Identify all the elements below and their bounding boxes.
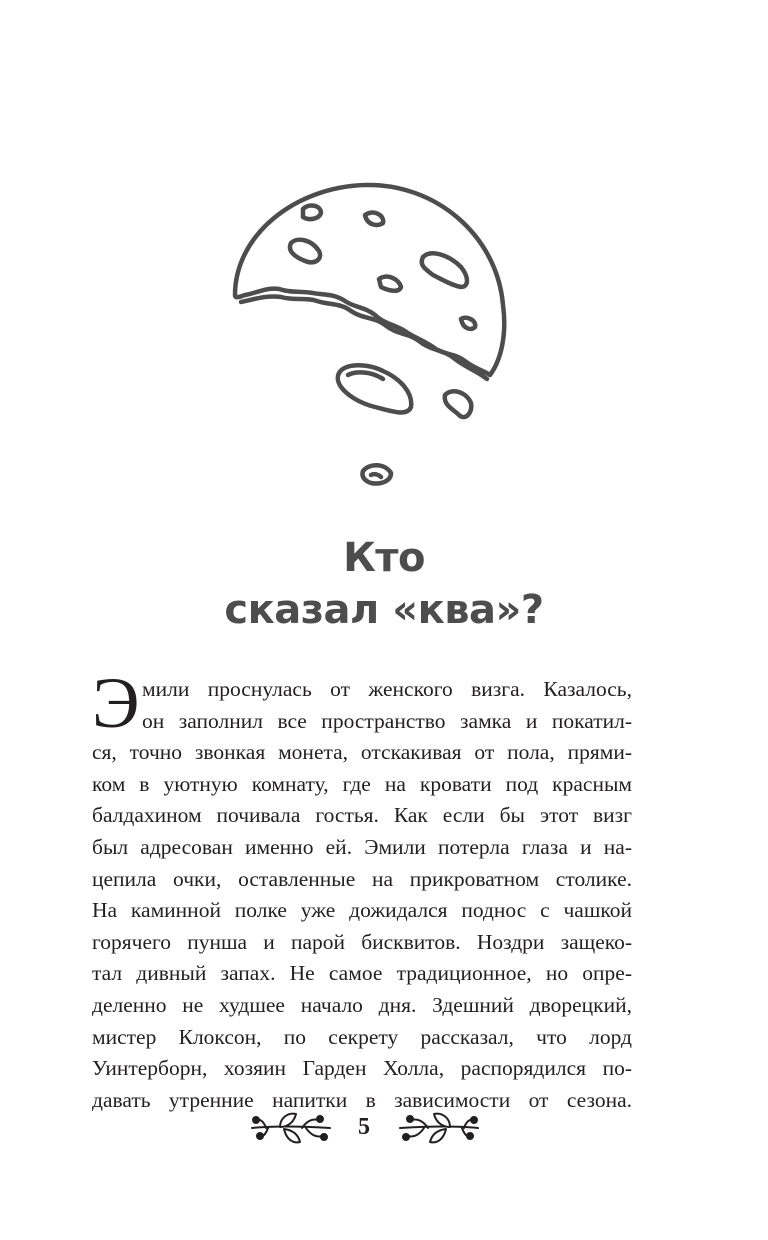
body-paragraph [92,674,632,1116]
chapter-title [0,532,768,636]
page-number: 5 [358,1114,370,1140]
drop-cap: Э [92,663,140,743]
text-line: балдахином почивала гостья. Как если бы этот визг [92,803,632,828]
text-line: он заполнил все пространство замка и покатил- [142,708,632,733]
text-line: цепила очки, оставленные на прикроватном столике. [92,866,632,891]
cookie-icon [205,175,525,505]
text-line: ся, точно звонкая монета, отскакивая от пола, прями- [92,740,632,765]
text-line: мистер Клоксон, по секрету рассказал, что лорд [92,1024,632,1049]
text-line: На каминной полке уже дожидался поднос с чашкой [92,898,632,923]
leaf-branch-icon [398,1108,480,1148]
text-line: ком в уютную комнату, где на кровати под красным [92,771,632,796]
text-line: был адресован именно ей. Эмили потерла глаза и на- [92,834,632,859]
leaf-branch-icon [250,1108,332,1148]
chapter-title-line-2: сказал «ква»? [224,587,544,633]
text-line: давать утренние напитки в зависимости от сезона. [92,1087,632,1112]
text-line: деленно не худшее начало дня. Здешний дворецкий, [92,992,632,1017]
chapter-title-line-1: Кто [343,535,425,581]
text-line: горячего пунша и парой бисквитов. Ноздри защеко- [92,929,632,954]
text-line: тал дивный запах. Не самое традиционное, но опре- [92,961,632,986]
text-line: Уинтерборн, хозяин Гарден Холла, распорядился по- [92,1056,632,1081]
text-line: мили проснулась от женского визга. Казалось, [142,677,632,701]
page-footer [0,1108,768,1158]
